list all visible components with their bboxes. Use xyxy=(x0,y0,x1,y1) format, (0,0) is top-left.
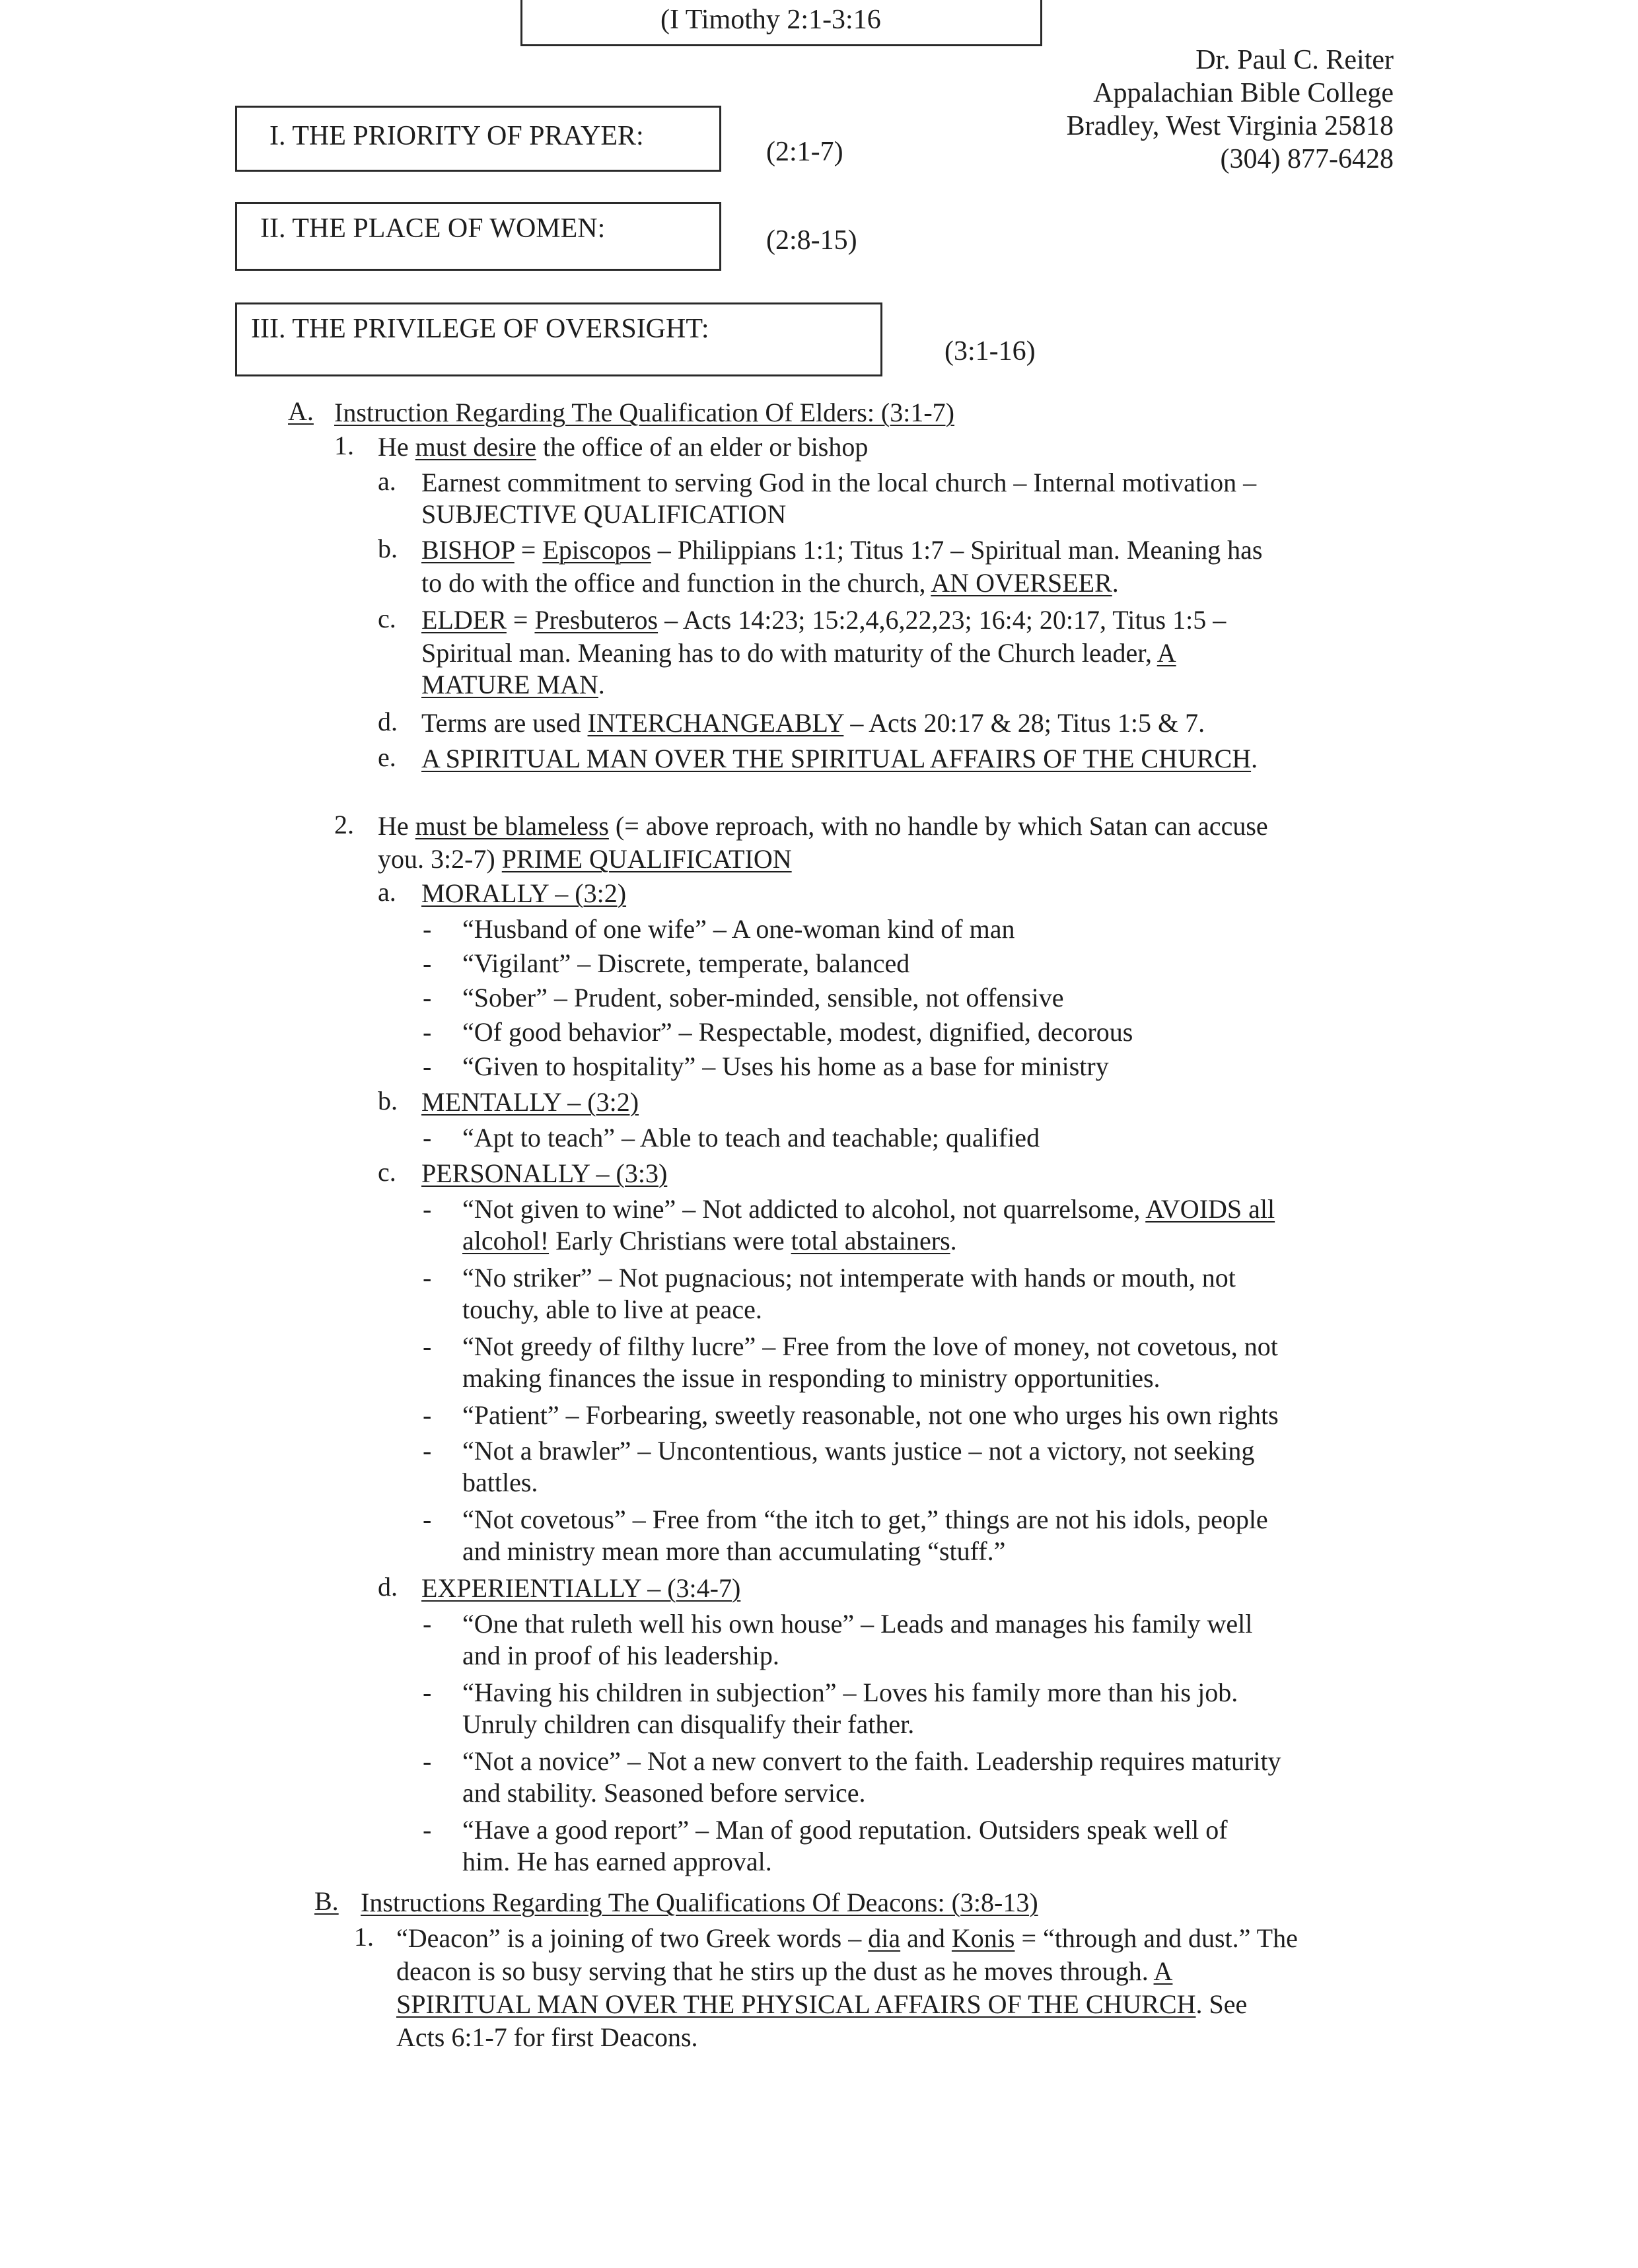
list-item-line1: “Not covetous” – Free from “the itch to get,” things are not his idols, people xyxy=(462,1505,1268,1534)
list-item-line2: Unruly children can disqualify their father. xyxy=(462,1709,915,1739)
heading-b-marker: B. xyxy=(314,1886,339,1916)
point-1a-marker: a. xyxy=(378,466,396,496)
list-item-line2: and stability. Seasoned before service. xyxy=(462,1778,866,1808)
list-dash: - xyxy=(423,983,432,1012)
list-dash: - xyxy=(423,1746,432,1776)
point-1a-line1: Earnest commitment to serving God in the local church – Internal motivation – xyxy=(421,468,1257,497)
point-2-line2: you. 3:2-7) PRIME QUALIFICATION xyxy=(378,844,792,874)
list-item: “Sober” – Prudent, sober-minded, sensible, not offensive xyxy=(462,983,1064,1012)
list-dash: - xyxy=(423,1436,432,1466)
heading-a-marker: A. xyxy=(288,396,314,426)
list-item-line2: battles. xyxy=(462,1468,538,1497)
list-item-line1: “Having his children in subjection” – Loves his family more than his job. xyxy=(462,1678,1238,1707)
list-item: “Of good behavior” – Respectable, modest, dignified, decorous xyxy=(462,1017,1133,1047)
list-dash: - xyxy=(423,1815,432,1845)
author-block xyxy=(938,44,1394,176)
list-item-line2: and in proof of his leadership. xyxy=(462,1641,779,1670)
point-1-text: He must desire the office of an elder or bishop xyxy=(378,432,869,462)
author-phone: (304) 877-6428 xyxy=(1220,144,1394,174)
point-2b-heading: MENTALLY – (3:2) xyxy=(421,1087,639,1117)
list-dash: - xyxy=(423,1609,432,1639)
list-dash: - xyxy=(423,1505,432,1534)
list-item-line1: “Patient” – Forbearing, sweetly reasonable, not one who urges his own rights xyxy=(462,1400,1279,1430)
point-1e-marker: e. xyxy=(378,742,396,772)
author-institution: Appalachian Bible College xyxy=(1093,78,1394,108)
point-1c-line3: MATURE MAN. xyxy=(421,670,605,699)
point-1c-marker: c. xyxy=(378,604,396,633)
list-item: “Husband of one wife” – A one-woman kind of man xyxy=(462,914,1015,944)
list-dash: - xyxy=(423,1400,432,1430)
point-1d-text: Terms are used INTERCHANGEABLY – Acts 20:17 & 28; Titus 1:5 & 7. xyxy=(421,708,1205,738)
list-item-line1: “Not given to wine” – Not addicted to alcohol, not quarrelsome, AVOIDS all xyxy=(462,1194,1275,1224)
list-dash: - xyxy=(423,1051,432,1081)
point-1e-text: A SPIRITUAL MAN OVER THE SPIRITUAL AFFAIRS OF THE CHURCH. xyxy=(421,744,1258,773)
section-ref-women: (2:8-15) xyxy=(766,225,857,256)
section-title-oversight: III. THE PRIVILEGE OF OVERSIGHT: xyxy=(251,314,709,344)
list-dash: - xyxy=(423,1678,432,1707)
section-title-prayer: I. THE PRIORITY OF PRAYER: xyxy=(269,121,644,151)
author-city: Bradley, West Virginia 25818 xyxy=(1066,111,1394,141)
list-dash: - xyxy=(423,1331,432,1361)
list-dash: - xyxy=(423,1017,432,1047)
point-b1-marker: 1. xyxy=(354,1922,374,1952)
list-item: “Apt to teach” – Able to teach and teachable; qualified xyxy=(462,1123,1040,1152)
point-2a-marker: a. xyxy=(378,877,396,907)
point-2d-heading: EXPERIENTIALLY – (3:4-7) xyxy=(421,1573,741,1603)
point-2c-heading: PERSONALLY – (3:3) xyxy=(421,1158,668,1188)
point-1b-line2: to do with the office and function in the church, AN OVERSEER. xyxy=(421,568,1119,598)
point-b1-line2: deacon is so busy serving that he stirs up the dust as he moves through. A xyxy=(396,1956,1173,1986)
list-dash: - xyxy=(423,914,432,944)
section-ref-oversight: (3:1-16) xyxy=(944,336,1036,367)
point-1c-line2: Spiritual man. Meaning has to do with maturity of the Church leader, A xyxy=(421,638,1176,668)
author-name: Dr. Paul C. Reiter xyxy=(1195,45,1394,75)
section-ref-prayer: (2:1-7) xyxy=(766,137,843,167)
list-item: “Given to hospitality” – Uses his home as a base for ministry xyxy=(462,1051,1109,1081)
list-item-line2: making finances the issue in responding to ministry opportunities. xyxy=(462,1363,1160,1393)
list-item-line1: “Have a good report” – Man of good reputation. Outsiders speak well of xyxy=(462,1815,1228,1845)
list-dash: - xyxy=(423,1194,432,1224)
list-item-line1: “No striker” – Not pugnacious; not intemperate with hands or mouth, not xyxy=(462,1263,1236,1293)
point-2-marker: 2. xyxy=(334,810,354,839)
list-dash: - xyxy=(423,948,432,978)
point-1b-marker: b. xyxy=(378,534,398,563)
scripture-reference: (I Timothy 2:1-3:16 xyxy=(660,5,881,35)
point-1b-line1: BISHOP = Episcopos – Philippians 1:1; Titus 1:7 – Spiritual man. Meaning has xyxy=(421,535,1263,565)
list-dash: - xyxy=(423,1263,432,1293)
heading-b: Instructions Regarding The Qualifications Of Deacons: (3:8-13) xyxy=(361,1888,1038,1917)
point-2c-marker: c. xyxy=(378,1157,396,1187)
section-title-women: II. THE PLACE OF WOMEN: xyxy=(260,213,606,244)
point-b1-line4: Acts 6:1-7 for first Deacons. xyxy=(396,2022,698,2052)
list-item: “Vigilant” – Discrete, temperate, balanced xyxy=(462,948,910,978)
point-1d-marker: d. xyxy=(378,707,398,736)
point-1a-line2: SUBJECTIVE QUALIFICATION xyxy=(421,499,787,529)
point-b1-line3: SPIRITUAL MAN OVER THE PHYSICAL AFFAIRS OF THE CHURCH. See xyxy=(396,1989,1248,2019)
heading-a: Instruction Regarding The Qualification Of Elders: (3:1-7) xyxy=(334,398,955,427)
point-2a-heading: MORALLY – (3:2) xyxy=(421,878,627,908)
point-b1-line1: “Deacon” is a joining of two Greek words – dia and Konis = “through and dust.” The xyxy=(396,1923,1298,1953)
point-2-line1: He must be blameless (= above reproach, with no handle by which Satan can accuse xyxy=(378,811,1268,841)
point-2b-marker: b. xyxy=(378,1086,398,1116)
list-item-line1: “Not greedy of filthy lucre” – Free from the love of money, not covetous, not xyxy=(462,1331,1278,1361)
point-1-marker: 1. xyxy=(334,431,354,460)
list-item-line1: “Not a novice” – Not a new convert to the faith. Leadership requires maturity xyxy=(462,1746,1281,1776)
list-dash: - xyxy=(423,1123,432,1152)
list-item-line2: him. He has earned approval. xyxy=(462,1847,772,1876)
list-item-line2: alcohol! Early Christians were total abstainers. xyxy=(462,1226,957,1256)
list-item-line1: “Not a brawler” – Uncontentious, wants justice – not a victory, not seeking xyxy=(462,1436,1255,1466)
list-item-line2: touchy, able to live at peace. xyxy=(462,1294,762,1324)
point-2d-marker: d. xyxy=(378,1572,398,1602)
list-item-line1: “One that ruleth well his own house” – Leads and manages his family well xyxy=(462,1609,1253,1639)
list-item-line2: and ministry mean more than accumulating “stuff.” xyxy=(462,1536,1006,1566)
point-1c-line1: ELDER = Presbuteros – Acts 14:23; 15:2,4,6,22,23; 16:4; 20:17, Titus 1:5 – xyxy=(421,605,1227,635)
